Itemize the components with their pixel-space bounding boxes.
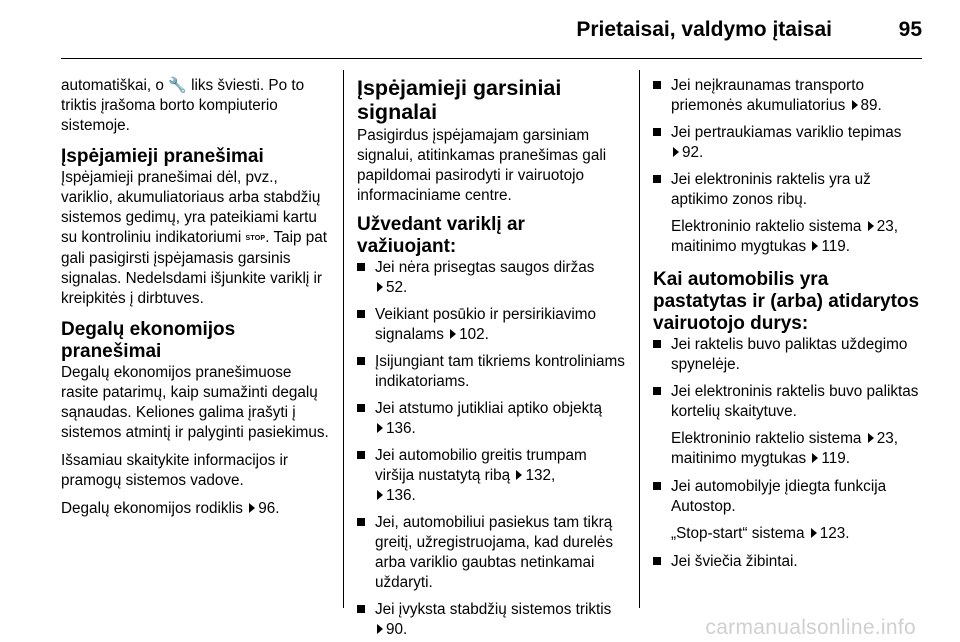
bullet-square-icon: [357, 310, 365, 318]
column-divider: [639, 70, 640, 608]
bullet-square-icon: [653, 128, 661, 136]
service-wrench-icon: 🔧: [168, 77, 187, 94]
list-item: Veikiant posūkio ir persirikiavimo signalams 102.: [357, 305, 629, 345]
stop-indicator-icon: STOP: [245, 235, 266, 242]
watermark: carmanualsonline.info: [705, 616, 916, 639]
list-item: Jei elektroninis raktelis buvo paliktas kortelių skaitytuve.: [653, 382, 925, 422]
page-title: Prietaisai, valdymo įtaisai: [576, 18, 832, 41]
page-reference-icon: [450, 329, 456, 339]
bullet-square-icon: [357, 451, 365, 459]
page-reference-icon: [377, 282, 383, 292]
page-reference-link[interactable]: 92.: [682, 144, 704, 161]
sub-heading: Užvedant variklį ar važiuojant:: [357, 214, 525, 257]
page-reference-link[interactable]: 132,: [525, 467, 556, 484]
paragraph: Išsamiau skaitykite informacijos ir pramogų sistemos vadove.: [61, 452, 288, 489]
bullet-list: [653, 335, 925, 422]
page-number: 95: [898, 18, 922, 41]
column-divider: [343, 70, 344, 608]
page-reference-link[interactable]: 23,: [876, 218, 898, 235]
column-left: [61, 76, 333, 527]
list-item: Jei įvyksta stabdžių sistemos triktis 90.: [357, 600, 629, 640]
paragraph: automatiškai, o 🔧 liks šviesti. Po to triktis įrašoma borto kompiuterio sistemoje.: [61, 77, 305, 134]
page-reference-icon: [868, 433, 874, 443]
paragraph: Degalų ekonomijos pranešimuose rasite patarimų, kaip sumažinti degalų sąnaudas. Keliones galima įrašyti į sistemos atmintį ir palyginti pasiekimus.: [61, 364, 329, 441]
page-reference-icon: [377, 423, 383, 433]
page-reference-icon: [377, 490, 383, 500]
page-reference-link[interactable]: 123.: [819, 525, 850, 542]
page-reference-link[interactable]: 102.: [459, 326, 489, 343]
page-reference-icon: [852, 100, 858, 110]
list-item: Jei neįkraunamas transporto priemonės akumuliatorius 89.: [653, 76, 925, 116]
column-middle: [357, 76, 629, 642]
bullet-square-icon: [357, 518, 365, 526]
list-item: Jei, automobiliui pasiekus tam tikrą greitį, užregistruojama, kad durelės arba variklio gaubtas netinkamai uždaryti.: [357, 513, 629, 593]
list-item: Jei elektroninis raktelis yra už aptikimo zonos ribų.: [653, 170, 925, 210]
page-reference-icon: [249, 503, 255, 513]
section-heading: Įspėjamieji pranešimai: [61, 146, 264, 167]
page-reference-link[interactable]: 136.: [386, 487, 416, 504]
page-reference-link[interactable]: 89.: [860, 97, 882, 114]
list-item: Jei pertraukiamas variklio tepimas 92.: [653, 123, 925, 163]
section-heading: Degalų ekonomijos pranešimai: [61, 319, 236, 362]
page-reference-icon: [811, 528, 817, 538]
list-item: Jei automobilio greitis trumpam viršija nustatytą ribą 132, 136.: [357, 446, 629, 506]
page-reference-link[interactable]: 23,: [876, 430, 898, 447]
bullet-list: [653, 76, 925, 210]
bullet-square-icon: [653, 340, 661, 348]
bullet-square-icon: [653, 482, 661, 490]
page-reference-link[interactable]: 96.: [258, 500, 280, 517]
paragraph: Įspėjamieji pranešimai dėl, pvz., variklio, akumuliatoriaus arba stabdžių sistemos gedimų, yra pateikiami kartu su kontroliniu indikatoriumi STOP. Taip pat gali pasigirsti įspėjamasis garsinis signalas. Nedelsdami išjunkite variklį ir kreipkitės į dirbtuves.: [61, 169, 328, 307]
page-reference-link[interactable]: 90.: [386, 621, 408, 638]
bullet-list: [653, 552, 925, 572]
header-rule: [61, 58, 922, 59]
list-item: Jei atstumo jutikliai aptiko objektą 136.: [357, 399, 629, 439]
bullet-square-icon: [653, 387, 661, 395]
page-reference-icon: [812, 241, 818, 251]
page-header: [0, 0, 960, 60]
page-reference-link[interactable]: 119.: [821, 238, 851, 255]
page-reference-icon: [868, 221, 874, 231]
paragraph: Pasigirdus įspėjamajam garsiniam signalui, atitinkamas pranešimas gali papildomai pasirodyti ir vairuotojo informaciniame centre.: [357, 127, 607, 204]
list-item: Jei šviečia žibintai.: [653, 552, 925, 572]
bullet-square-icon: [653, 557, 661, 565]
column-right: [653, 76, 925, 579]
paragraph: Elektroninio raktelio sistema 23, maitinimo mygtukas 119.: [671, 218, 898, 255]
paragraph: Elektroninio raktelio sistema 23, maitinimo mygtukas 119.: [671, 430, 898, 467]
bullet-list: [357, 258, 629, 640]
page-reference-link[interactable]: 136.: [386, 420, 416, 437]
list-item: Jei raktelis buvo paliktas uždegimo spynelėje.: [653, 335, 925, 375]
bullet-square-icon: [357, 357, 365, 365]
list-item: Įsijungiant tam tikriems kontroliniams indikatoriams.: [357, 352, 629, 392]
page-reference-icon: [673, 147, 679, 157]
page-reference-link[interactable]: 52.: [386, 279, 408, 296]
paragraph: Degalų ekonomijos rodiklis 96.: [61, 500, 280, 517]
page-reference-link[interactable]: 119.: [821, 450, 851, 467]
page-reference-icon: [812, 453, 818, 463]
list-item: Jei automobilyje įdiegta funkcija Autostop.: [653, 477, 925, 517]
bullet-square-icon: [357, 263, 365, 271]
page-reference-icon: [377, 624, 383, 634]
section-heading: Įspėjamieji garsiniai signalai: [357, 76, 562, 124]
bullet-square-icon: [357, 605, 365, 613]
list-item: Jei nėra prisegtas saugos diržas 52.: [357, 258, 629, 298]
bullet-square-icon: [653, 175, 661, 183]
paragraph: „Stop-start“ sistema 123.: [671, 525, 850, 542]
bullet-square-icon: [653, 81, 661, 89]
section-heading: Kai automobilis yra pastatytas ir (arba) atidarytos vairuotojo durys:: [653, 269, 920, 334]
page-reference-icon: [516, 470, 522, 480]
bullet-list: [653, 477, 925, 517]
bullet-square-icon: [357, 404, 365, 412]
